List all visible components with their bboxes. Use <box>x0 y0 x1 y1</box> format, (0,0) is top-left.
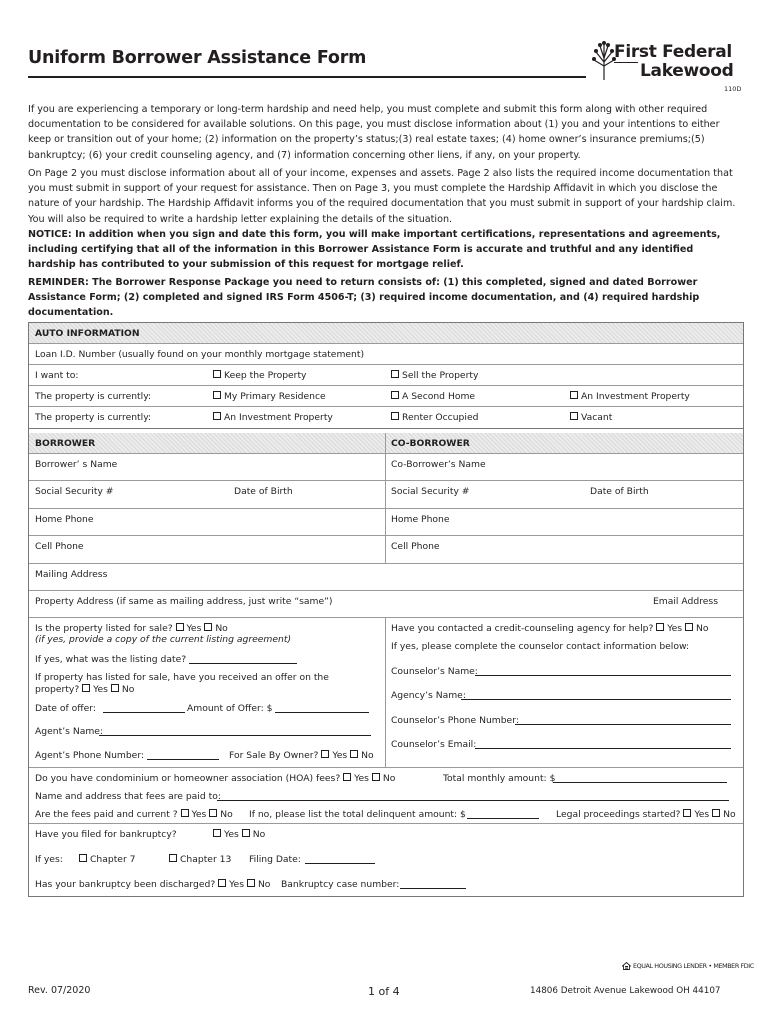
sell-checkbox[interactable] <box>391 370 399 378</box>
bankruptcy-if-yes-label: If yes: <box>35 854 63 865</box>
counseling-yes-checkbox[interactable] <box>656 623 664 631</box>
fsbo-question: For Sale By Owner? Yes No <box>229 750 374 761</box>
agents-phone-field[interactable] <box>147 759 219 760</box>
legal-yes-checkbox[interactable] <box>683 809 691 817</box>
property-address-row <box>29 590 743 591</box>
filing-date-label: Filing Date: <box>249 854 301 865</box>
borrower-ssn-label[interactable]: Social Security # <box>35 486 114 497</box>
form-title: Uniform Borrower Assistance Form <box>28 48 367 68</box>
borrower-column-divider <box>385 433 386 563</box>
agency-name-label: Agency’s Name: <box>391 690 466 701</box>
counselor-name-field[interactable] <box>475 675 731 676</box>
assistance-form-table <box>28 322 744 897</box>
form-number: 110D <box>724 85 742 93</box>
listed-no-checkbox[interactable] <box>204 623 212 631</box>
chapter-7-option[interactable]: Chapter 7 <box>79 854 136 865</box>
logo-lakewood: Lakewood <box>640 61 734 81</box>
primary-residence-option[interactable]: My Primary Residence <box>213 391 326 402</box>
legal-no-checkbox[interactable] <box>712 809 720 817</box>
logo-rule <box>614 62 638 63</box>
chapter-13-checkbox[interactable] <box>169 854 177 862</box>
counselor-phone-field[interactable] <box>515 724 731 725</box>
borrower-header-bg <box>29 433 743 453</box>
offer-question-line1: If property has listed for sale, have you received an offer on the <box>35 672 329 683</box>
property-currently-label-1: The property is currently: <box>35 391 152 402</box>
loan-id-row[interactable] <box>29 343 743 344</box>
investment-property-option-2[interactable]: An Investment Property <box>213 412 333 423</box>
date-of-offer-field[interactable] <box>103 712 185 713</box>
hoa-yes-checkbox[interactable] <box>343 773 351 781</box>
auto-info-header: AUTO INFORMATION <box>35 328 140 339</box>
property-address-label[interactable]: Property Address (if same as mailing address, just write “same”) <box>35 596 333 607</box>
listing-agreement-note: (if yes, provide a copy of the current listing agreement) <box>35 634 292 645</box>
renter-checkbox[interactable] <box>391 412 399 420</box>
hoa-total-field[interactable] <box>553 782 727 783</box>
renter-occupied-option[interactable]: Renter Occupied <box>391 412 478 423</box>
notice-paragraph: NOTICE: In addition when you sign and date this form, you will make important certifications, representations and agreements, including certifying that all of the information in this Borrower Assistance Form is accurate and truthful and any identified hardship has contributed to your submission of this request for mortgage relief. <box>28 229 721 271</box>
counselor-info-note: If yes, please complete the counselor contact information below: <box>391 641 690 652</box>
investment-checkbox[interactable] <box>570 391 578 399</box>
counselor-email-label: Counselor’s Email: <box>391 739 477 750</box>
listing-section-top <box>29 617 743 618</box>
filing-date-field[interactable] <box>305 863 375 864</box>
revision-date: Rev. 07/2020 <box>28 985 91 996</box>
occupancy-row-2 <box>29 406 743 407</box>
co-borrower-header: CO-BORROWER <box>391 438 470 449</box>
name-row <box>29 453 743 454</box>
co-borrower-home-phone-label[interactable]: Home Phone <box>391 514 450 525</box>
hoa-delinquent-field[interactable] <box>467 818 539 819</box>
chapter-13-option[interactable]: Chapter 13 <box>169 854 231 865</box>
hoa-total-label: Total monthly amount: $ <box>443 773 556 784</box>
counseling-no-checkbox[interactable] <box>685 623 693 631</box>
discharged-yes-checkbox[interactable] <box>218 879 226 887</box>
borrower-home-phone-label[interactable]: Home Phone <box>35 514 94 525</box>
case-number-field[interactable] <box>400 888 466 889</box>
intent-row <box>29 364 743 365</box>
borrower-name-label[interactable]: Borrower’ s Name <box>35 459 118 470</box>
ssn-row <box>29 480 743 481</box>
cell-phone-row <box>29 535 743 536</box>
agents-name-field[interactable] <box>99 735 371 736</box>
listing-column-divider <box>385 617 386 767</box>
property-currently-label-2: The property is currently: <box>35 412 152 423</box>
hoa-payee-label: Name and address that fees are paid to: <box>35 791 221 802</box>
offer-yes-checkbox[interactable] <box>82 684 90 692</box>
home-phone-row <box>29 508 743 509</box>
intro-paragraph-2: On Page 2 you must disclose information about all of your income, expenses and assets. Page 2 also lists the required income documentation that you must submit in support of your request for assistance. Then on Page 3, you must complete the Hardship Affidavit in which you disclose the nature of your hardship. The Hardship Affidavit informs you of the required documentation that you must submit in support of your hardship claim. You will also be required to write a hardship letter explaining the details of the situation. <box>28 168 736 225</box>
hoa-section-top <box>29 767 743 768</box>
amount-of-offer-label: Amount of Offer: $ <box>187 703 273 714</box>
borrower-section-top <box>29 428 743 429</box>
listing-date-label: If yes, what was the listing date? <box>35 654 187 665</box>
legal-proceedings-question: Legal proceedings started? Yes No <box>556 809 736 820</box>
second-home-option[interactable]: A Second Home <box>391 391 475 402</box>
reminder-paragraph: REMINDER: The Borrower Response Package you need to return consists of: (1) this completed, signed and dated Borrower Assistance Form; (2) completed and signed IRS Form 4506-T; (3) required income documentation, and (4) required hardship documentation. <box>28 277 700 319</box>
agents-name-label: Agent’s Name: <box>35 726 104 737</box>
bankruptcy-yes-no: Yes No <box>213 829 265 840</box>
listed-yes-checkbox[interactable] <box>176 623 184 631</box>
agency-name-field[interactable] <box>461 699 731 700</box>
keep-checkbox[interactable] <box>213 370 221 378</box>
bankruptcy-yes-checkbox[interactable] <box>213 829 221 837</box>
chapter-7-checkbox[interactable] <box>79 854 87 862</box>
intro-paragraph-1: If you are experiencing a temporary or long-term hardship and need help, you must complete and submit this form along with other required documentation to be considered for available solutions. On this page, you must disclose information about (1) you and your intentions to either keep or transition out of your home; (2) information on the property’s status;(3) real estate taxes; (4) home owner’s insurance premiums;(5) bankruptcy; (6) your credit counseling agency, and (7) information concerning other liens, if any, on your property. <box>28 104 720 161</box>
investment-checkbox-2[interactable] <box>213 412 221 420</box>
hoa-no-checkbox[interactable] <box>372 773 380 781</box>
offer-no-checkbox[interactable] <box>111 684 119 692</box>
loan-id-label: Loan I.D. Number (usually found on your monthly mortgage statement) <box>35 349 365 360</box>
borrower-header: BORROWER <box>35 438 96 449</box>
logo-first-federal: First Federal <box>614 42 732 62</box>
hoa-paid-question: Are the fees paid and current ? Yes No <box>35 809 233 820</box>
vacant-checkbox[interactable] <box>570 412 578 420</box>
listed-for-sale-question: Is the property listed for sale? Yes No <box>35 623 228 634</box>
primary-residence-checkbox[interactable] <box>213 391 221 399</box>
occupancy-row-1 <box>29 385 743 386</box>
hoa-question: Do you have condominium or homeowner association (HOA) fees? Yes No <box>35 773 396 784</box>
page-number: 1 of 4 <box>368 985 400 998</box>
hoa-delinquent-label: If no, please list the total delinquent amount: $ <box>249 809 466 820</box>
sell-property-option[interactable]: Sell the Property <box>391 370 478 381</box>
second-home-checkbox[interactable] <box>391 391 399 399</box>
co-borrower-cell-phone-label[interactable]: Cell Phone <box>391 541 440 552</box>
date-of-offer-label: Date of offer: <box>35 703 96 714</box>
offer-question-line2: property? Yes No <box>35 684 135 695</box>
tree-logo-icon <box>592 40 616 82</box>
lender-address: 14806 Detroit Avenue Lakewood OH 44107 <box>530 986 721 996</box>
co-borrower-ssn-label[interactable]: Social Security # <box>391 486 470 497</box>
investment-property-option[interactable]: An Investment Property <box>570 391 690 402</box>
equal-housing-icon <box>622 962 631 970</box>
i-want-to-label: I want to: <box>35 370 79 381</box>
co-borrower-dob-label[interactable]: Date of Birth <box>590 486 649 497</box>
listing-date-field[interactable] <box>189 663 297 664</box>
fsbo-no-checkbox[interactable] <box>350 750 358 758</box>
mailing-address-label[interactable]: Mailing Address <box>35 569 108 580</box>
discharged-no-checkbox[interactable] <box>247 879 255 887</box>
agents-phone-label: Agent’s Phone Number: <box>35 750 145 761</box>
mailing-address-row <box>29 563 743 564</box>
title-rule <box>28 76 586 78</box>
bankruptcy-no-checkbox[interactable] <box>242 829 250 837</box>
counselor-phone-label: Counselor’s Phone Number: <box>391 715 519 726</box>
bankruptcy-question: Have you filed for bankruptcy? <box>35 829 177 840</box>
case-number-label: Bankruptcy case number: <box>281 879 400 890</box>
amount-of-offer-field[interactable] <box>275 712 369 713</box>
email-address-label[interactable]: Email Address <box>653 596 718 607</box>
hoa-paid-no-checkbox[interactable] <box>209 809 217 817</box>
hoa-payee-field[interactable] <box>217 800 729 801</box>
borrower-cell-phone-label[interactable]: Cell Phone <box>35 541 84 552</box>
counselor-name-label: Counselor’s Name: <box>391 666 478 677</box>
discharged-question: Has your bankruptcy been discharged? Yes No <box>35 879 271 890</box>
fsbo-yes-checkbox[interactable] <box>321 750 329 758</box>
counselor-email-field[interactable] <box>475 748 731 749</box>
hoa-paid-yes-checkbox[interactable] <box>181 809 189 817</box>
co-borrower-name-label[interactable]: Co-Borrower’s Name <box>391 459 486 470</box>
credit-counseling-question: Have you contacted a credit-counseling agency for help? Yes No <box>391 623 709 634</box>
equal-housing-text: EQUAL HOUSING LENDER • MEMBER FDIC <box>633 962 754 970</box>
bankruptcy-section-top <box>29 823 743 824</box>
borrower-dob-label[interactable]: Date of Birth <box>234 486 293 497</box>
keep-property-option[interactable]: Keep the Property <box>213 370 307 381</box>
vacant-option[interactable]: Vacant <box>570 412 612 423</box>
